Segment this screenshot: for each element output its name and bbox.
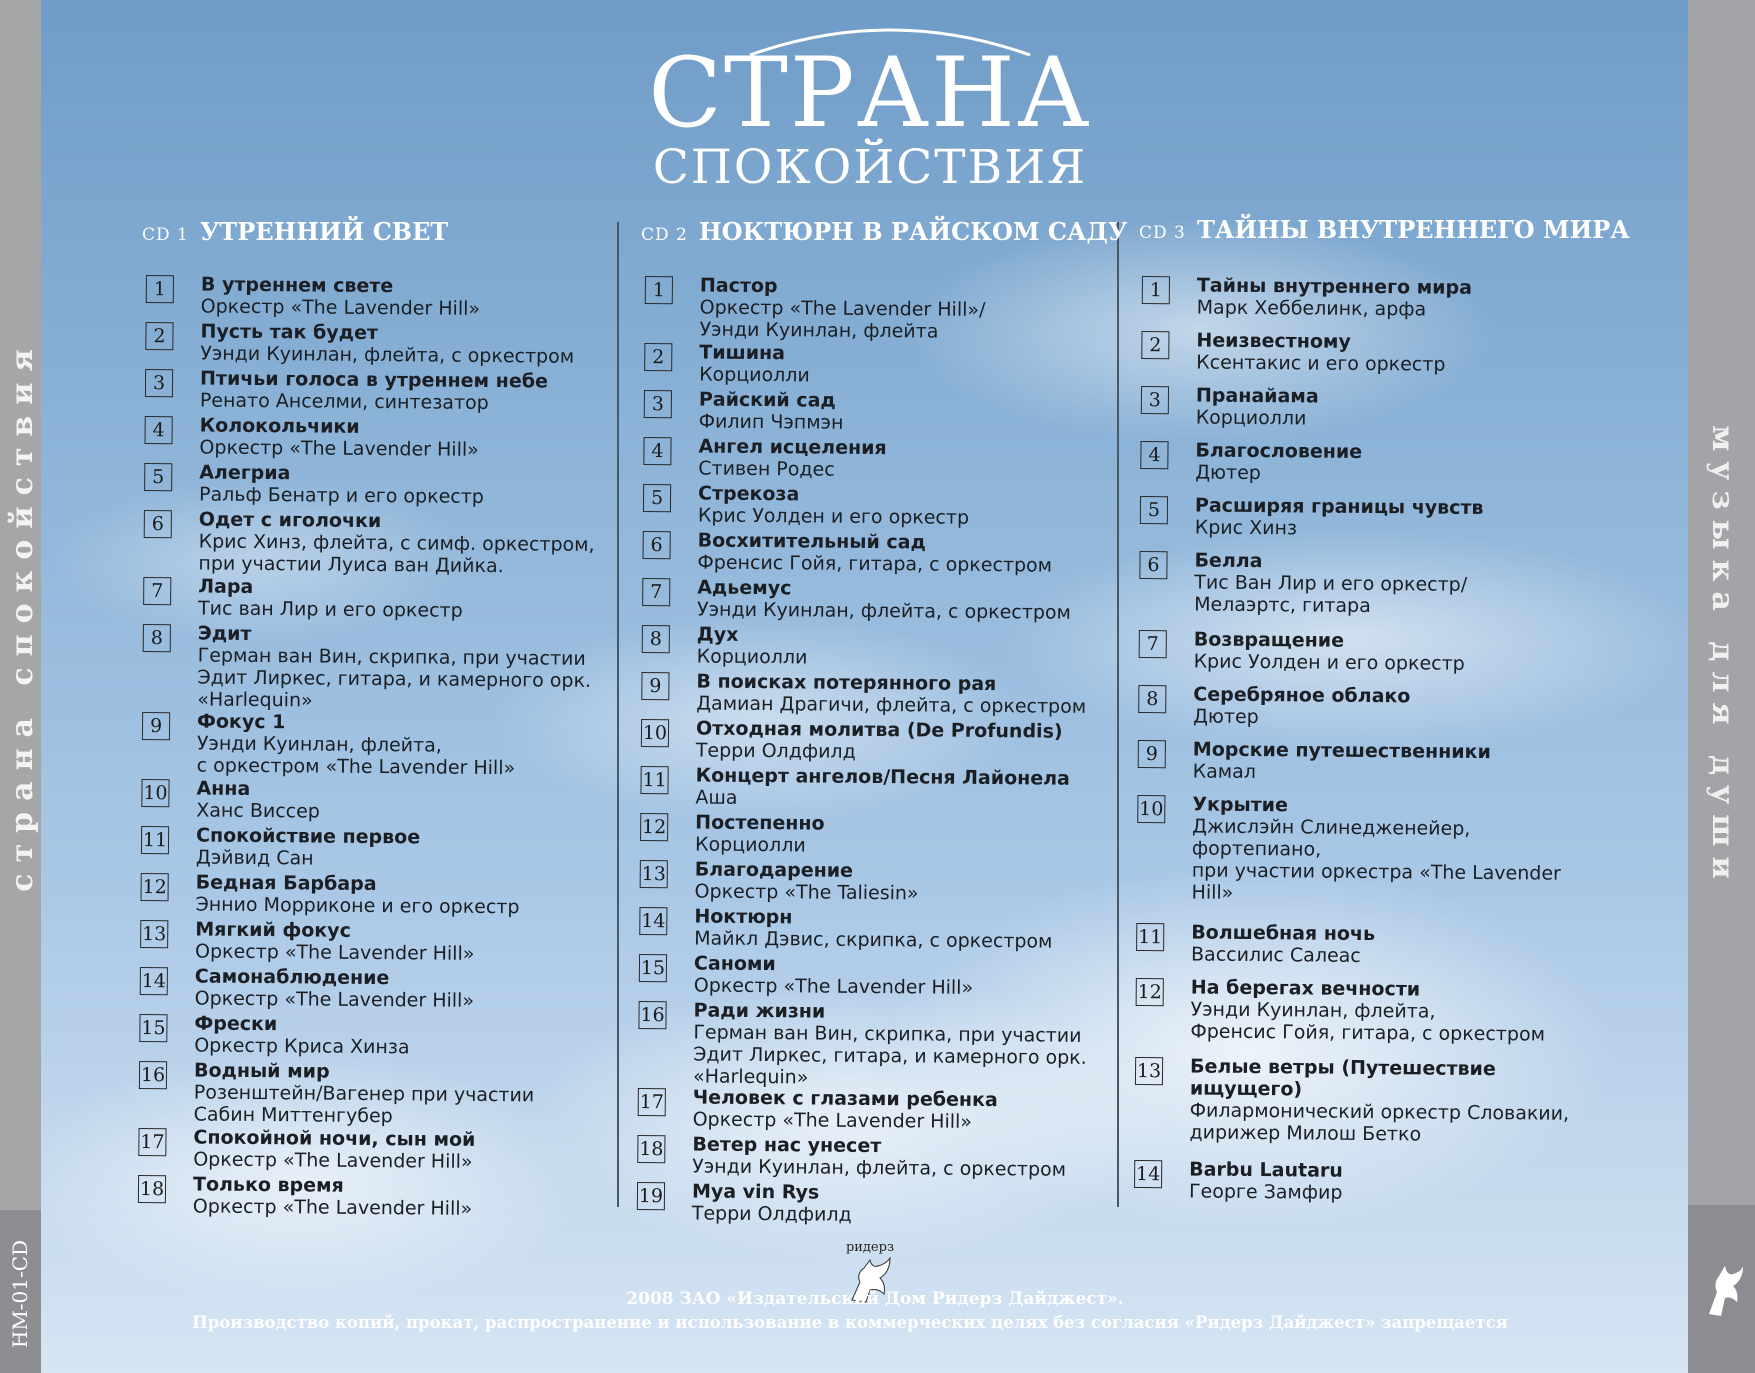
track-performer: Дютер xyxy=(1193,705,1259,729)
track-title: В утреннем свете xyxy=(200,273,394,298)
track-title: Стрекоза xyxy=(697,482,800,506)
track-performer: Оркестр «The Lavender Hill» xyxy=(194,940,475,965)
track-number: 7 xyxy=(143,577,171,605)
track-performer: Ральф Бенатр и его оркестр xyxy=(198,483,484,508)
cd2-heading xyxy=(641,212,1127,252)
track-number: 17 xyxy=(138,1128,166,1156)
track-number: 14 xyxy=(140,967,168,995)
track-title: Анна xyxy=(196,777,251,800)
track-performer: Филармонический оркестр Словакии, дирижер Милош Бетко xyxy=(1189,1099,1570,1146)
cd2-label: CD 2 xyxy=(641,225,688,245)
track-performer: Камал xyxy=(1192,760,1257,784)
cd3-title: ТАЙНЫ ВНУТРЕННЕГО МИРА xyxy=(1196,215,1630,244)
track-performer: Герман ван Вин, скрипка, при участии Эдит Лиркес, гитара, и камерного орк. «Harlequin» xyxy=(197,644,592,712)
cd1-tracklist xyxy=(138,273,606,1224)
track-number: 1 xyxy=(645,276,673,304)
track-item xyxy=(643,482,1103,533)
track-performer: Вассилис Салеас xyxy=(1190,943,1361,967)
track-number: 11 xyxy=(141,826,169,854)
track-item xyxy=(642,576,1102,627)
track-number: 13 xyxy=(640,860,668,888)
track-item xyxy=(1134,1055,1615,1162)
track-title: Спокойствие первое xyxy=(195,824,421,849)
track-title: Алегриа xyxy=(199,461,291,485)
track-item xyxy=(140,918,600,969)
track-item xyxy=(140,871,600,922)
track-performer: Уэнди Куинлан, флейта, с оркестром xyxy=(200,342,575,368)
track-item xyxy=(144,461,604,512)
track-performer: Уэнди Куинлан, флейта, Френсис Гойя, гитара, с оркестром xyxy=(1190,998,1546,1046)
track-item xyxy=(1135,976,1616,1059)
track-item xyxy=(1140,494,1620,553)
track-number: 8 xyxy=(143,624,171,652)
track-performer: Оркестр «The Lavender Hill» xyxy=(199,436,479,461)
track-performer: Аша xyxy=(695,786,738,809)
track-number: 3 xyxy=(145,369,173,397)
track-number: 10 xyxy=(1137,795,1165,823)
track-item xyxy=(140,965,600,1016)
cd2-title: НОКТЮРН В РАЙСКОМ САДУ xyxy=(698,217,1128,246)
track-number: 11 xyxy=(640,766,668,794)
track-performer: Оркестр «The Lavender Hill» xyxy=(200,295,481,320)
track-item xyxy=(145,367,605,418)
track-number: 14 xyxy=(639,907,667,935)
track-number: 16 xyxy=(638,1001,666,1029)
track-number: 3 xyxy=(644,390,672,418)
right-spine-title: музыка для души xyxy=(1705,425,1740,889)
track-performer: Терри Олдфилд xyxy=(695,739,856,763)
track-item xyxy=(644,274,1105,345)
track-number: 10 xyxy=(141,779,169,807)
track-title: Серебряное облако xyxy=(1193,683,1411,708)
column-divider-2 xyxy=(1117,222,1119,1207)
track-item xyxy=(1136,793,1617,925)
track-number: 8 xyxy=(642,625,670,653)
track-item xyxy=(637,1180,1097,1231)
track-number: 2 xyxy=(145,322,173,350)
track-title: Ангел исцеления xyxy=(698,435,887,460)
track-performer: Оркестр «The Lavender Hill» xyxy=(193,1148,473,1173)
track-performer: Оркестр Криса Хинза xyxy=(194,1034,410,1059)
track-item xyxy=(640,764,1100,815)
track-title: Отходная молитва (De Profundis) xyxy=(695,717,1063,743)
copyright-line: 2008 ЗАО «Издательский Дом Ридерз Дайджест». xyxy=(626,1289,1124,1309)
cd2-tracklist xyxy=(637,274,1105,1231)
track-performer: Френсис Гойя, гитара, с оркестром xyxy=(697,551,1053,577)
track-number: 8 xyxy=(1138,685,1166,713)
track-item xyxy=(639,905,1099,956)
track-number: 3 xyxy=(1141,386,1169,414)
track-performer: Стивен Родес xyxy=(698,457,835,481)
track-item xyxy=(141,777,601,828)
track-performer: Оркестр «The Taliesin» xyxy=(694,880,919,905)
track-performer: Розенштейн/Вагенер при участии Сабин Миттенгубер xyxy=(193,1081,535,1128)
cd3-heading xyxy=(1139,210,1630,250)
track-title: Эдит xyxy=(197,622,252,645)
track-number: 17 xyxy=(638,1088,666,1116)
track-item xyxy=(639,858,1099,909)
track-title: Человек с глазами ребенка xyxy=(692,1086,998,1112)
track-number: 10 xyxy=(641,719,669,747)
track-performer: Майкл Дэвис, скрипка, с оркестром xyxy=(694,927,1053,953)
publisher-logo-text: ридерз xyxy=(845,1240,895,1255)
pegasus-logo-icon xyxy=(1703,1262,1745,1320)
track-title: На берегах вечности xyxy=(1190,976,1421,1001)
track-number: 18 xyxy=(637,1135,665,1163)
track-title: Самонаблюдение xyxy=(194,965,390,990)
track-title: Мягкий фокус xyxy=(195,918,351,942)
track-item xyxy=(145,320,605,371)
track-number: 19 xyxy=(637,1182,665,1210)
track-performer: Корциолли xyxy=(1195,406,1307,430)
track-number: 1 xyxy=(146,275,174,303)
track-title: Благословение xyxy=(1195,439,1363,463)
track-performer: Герман ван Вин, скрипка, при участии Эдит Лиркес, гитара, и камерного орк. «Harlequin» xyxy=(692,1021,1087,1089)
track-item xyxy=(1141,384,1621,443)
track-item xyxy=(1142,274,1622,333)
track-title: Лара xyxy=(198,575,254,598)
track-performer: Эннио Морриконе и его оркестр xyxy=(195,893,520,919)
track-number: 15 xyxy=(639,954,667,982)
column-divider-1 xyxy=(617,222,619,1207)
track-title: Постепенно xyxy=(695,811,825,835)
track-number: 11 xyxy=(1136,923,1164,951)
album-subtitle: СПОКОЙСТВИЯ xyxy=(652,140,1088,195)
track-performer: Корциолли xyxy=(699,363,810,387)
track-performer: Оркестр «The Lavender Hill» xyxy=(192,1195,473,1220)
track-item xyxy=(642,529,1102,580)
track-title: Только время xyxy=(192,1173,344,1197)
track-number: 14 xyxy=(1134,1160,1162,1188)
track-title: Неизвестному xyxy=(1196,329,1351,353)
track-item xyxy=(637,1133,1097,1184)
track-title: Белые ветры (Путешествие ищущего) xyxy=(1189,1055,1496,1101)
track-performer: Филип Чэпмэн xyxy=(698,410,844,434)
track-item xyxy=(141,824,601,875)
track-performer: Тис Ван Лир и его оркестр/ Мелаэртс, гитара xyxy=(1194,571,1468,618)
album-title: СТРАНА xyxy=(648,37,1092,149)
track-performer: Джислэйн Слинедженейер, фортепиано, при участии оркестра «The Lavender Hill» xyxy=(1191,815,1561,904)
track-number: 7 xyxy=(642,578,670,606)
track-number: 5 xyxy=(643,484,671,512)
copyright-notice: Производство копий, прокат, распространение и использование в коммерческих целях без согласия «Ридерз Дайджест» запрещается xyxy=(192,1313,1508,1332)
track-performer: Уэнди Куинлан, флейта, с оркестром xyxy=(696,598,1071,624)
track-item xyxy=(640,811,1100,862)
track-item xyxy=(644,341,1104,392)
track-title: В поисках потерянного рая xyxy=(696,670,997,696)
track-performer: Крис Хинз, флейта, с симф. оркестром, при участии Луиса ван Дийка. xyxy=(198,530,595,578)
track-number: 5 xyxy=(144,463,172,491)
track-item xyxy=(642,623,1102,674)
track-title: Колокольчики xyxy=(199,414,360,438)
left-spine-title: страна спокойствия xyxy=(5,338,40,892)
track-item xyxy=(639,952,1099,1003)
track-number: 4 xyxy=(145,416,173,444)
track-item xyxy=(138,1126,598,1177)
track-performer: Крис Уолден и его оркестр xyxy=(1193,650,1465,675)
track-performer: Тис ван Лир и его оркестр xyxy=(197,597,463,622)
cd1-heading xyxy=(142,212,448,252)
track-title: Концерт ангелов/Песня Лайонела xyxy=(695,764,1071,790)
track-title: Возвращение xyxy=(1193,628,1345,652)
track-title: Птичьи голоса в утреннем небе xyxy=(199,367,549,393)
track-number: 4 xyxy=(643,437,671,465)
track-performer: Терри Олдфилд xyxy=(691,1202,852,1226)
track-title: Фокус 1 xyxy=(196,710,286,734)
track-title: Ради жизни xyxy=(693,999,826,1023)
track-performer: Оркестр «The Lavender Hill» xyxy=(194,987,475,1012)
track-title: Адьемус xyxy=(697,576,792,600)
track-title: Barbu Lautaru xyxy=(1189,1158,1343,1182)
track-title: Бедная Барбара xyxy=(195,871,377,896)
track-item xyxy=(143,575,603,626)
track-number: 13 xyxy=(140,920,168,948)
track-number: 2 xyxy=(1141,331,1169,359)
track-title: Дух xyxy=(696,623,739,646)
track-title: Саноми xyxy=(693,952,776,976)
track-performer: Оркестр «The Lavender Hill»/ Уэнди Куинлан, флейта xyxy=(699,296,986,343)
track-performer: Дютер xyxy=(1195,461,1262,485)
track-title: Водный мир xyxy=(193,1059,330,1083)
track-item xyxy=(139,1059,600,1130)
track-number: 1 xyxy=(1142,276,1170,304)
track-number: 12 xyxy=(640,813,668,841)
track-performer: Крис Уолден и его оркестр xyxy=(697,504,970,529)
track-number: 12 xyxy=(1136,978,1164,1006)
track-item xyxy=(1136,921,1616,980)
track-number: 13 xyxy=(1135,1057,1163,1085)
track-performer: Дэйвид Сан xyxy=(195,846,314,870)
track-title: Пранайама xyxy=(1195,384,1319,408)
track-item xyxy=(139,1012,599,1063)
track-item xyxy=(1138,628,1618,687)
track-title: Морские путешественники xyxy=(1192,738,1491,764)
track-title: Ветер нас унесет xyxy=(692,1133,882,1158)
cd1-label: CD 1 xyxy=(142,225,189,245)
track-number: 12 xyxy=(141,873,169,901)
track-performer: Дамиан Драгичи, флейта, с оркестром xyxy=(696,692,1087,718)
cd3-label: CD 3 xyxy=(1139,223,1186,243)
track-title: Одет с иголочки xyxy=(198,508,382,533)
track-item xyxy=(1138,683,1618,742)
track-title: Ноктюрн xyxy=(694,905,793,929)
track-number: 6 xyxy=(144,510,172,538)
track-item xyxy=(644,388,1104,439)
track-item xyxy=(1140,439,1620,498)
track-performer: Оркестр «The Lavender Hill» xyxy=(692,1108,973,1133)
track-item xyxy=(142,622,603,714)
track-item xyxy=(643,435,1103,486)
track-performer: Ксентакис и его оркестр xyxy=(1196,351,1446,376)
track-number: 9 xyxy=(641,672,669,700)
track-performer: Ренато Анселми, синтезатор xyxy=(199,389,489,414)
track-number: 15 xyxy=(139,1014,167,1042)
track-title: Пастор xyxy=(699,274,778,298)
track-title: Волшебная ночь xyxy=(1191,921,1376,946)
track-title: Спокойной ночи, сын мой xyxy=(193,1126,476,1151)
track-item xyxy=(641,670,1101,721)
track-performer: Ханс Виссер xyxy=(196,799,320,823)
track-performer: Уэнди Куинлан, флейта, с оркестром «The Lavender Hill» xyxy=(196,732,516,780)
track-title: Фрески xyxy=(194,1012,278,1036)
track-number: 5 xyxy=(1140,496,1168,524)
track-item xyxy=(143,508,604,579)
track-item xyxy=(1137,738,1617,797)
catalog-number: HM-01-CD xyxy=(8,1239,32,1349)
track-item xyxy=(1141,329,1621,388)
track-title: Тайны внутреннего мира xyxy=(1196,274,1473,299)
track-item xyxy=(142,710,603,781)
cd3-tracklist xyxy=(1134,274,1622,1217)
track-number: 9 xyxy=(1138,740,1166,768)
track-title: Райский сад xyxy=(698,388,836,412)
track-number: 4 xyxy=(1140,441,1168,469)
track-title: Белла xyxy=(1194,549,1263,573)
track-title: Восхитительный сад xyxy=(697,529,926,554)
track-title: Тишина xyxy=(699,341,786,365)
track-number: 6 xyxy=(643,531,671,559)
track-performer: Оркестр «The Lavender Hill» xyxy=(693,974,974,999)
track-item xyxy=(641,717,1101,768)
track-item xyxy=(138,1173,598,1224)
track-title: Пусть так будет xyxy=(200,320,379,345)
track-performer: Марк Хеббелинк, арфа xyxy=(1196,296,1427,321)
track-item xyxy=(638,1086,1098,1137)
track-title: Благодарение xyxy=(694,858,854,882)
track-number: 16 xyxy=(139,1061,167,1089)
track-performer: Корциолли xyxy=(696,645,808,669)
track-item xyxy=(638,999,1099,1090)
track-title: Расширяя границы чувств xyxy=(1194,494,1484,519)
track-title: Mya vin Rys xyxy=(691,1180,820,1204)
track-performer: Уэнди Куинлан, флейта, с оркестром xyxy=(692,1155,1067,1181)
track-number: 2 xyxy=(644,343,672,371)
track-item xyxy=(144,414,604,465)
track-number: 9 xyxy=(142,712,170,740)
track-performer: Корциолли xyxy=(694,833,806,857)
track-item xyxy=(1139,549,1620,632)
track-performer: Георге Замфир xyxy=(1188,1180,1343,1204)
track-item xyxy=(1134,1158,1614,1217)
track-number: 6 xyxy=(1139,551,1167,579)
track-number: 18 xyxy=(138,1175,166,1203)
track-number: 7 xyxy=(1139,630,1167,658)
track-item xyxy=(146,273,606,324)
track-performer: Крис Хинз xyxy=(1194,516,1298,540)
cd1-title: УТРЕННИЙ СВЕТ xyxy=(199,217,449,246)
track-title: Укрытие xyxy=(1192,793,1289,817)
